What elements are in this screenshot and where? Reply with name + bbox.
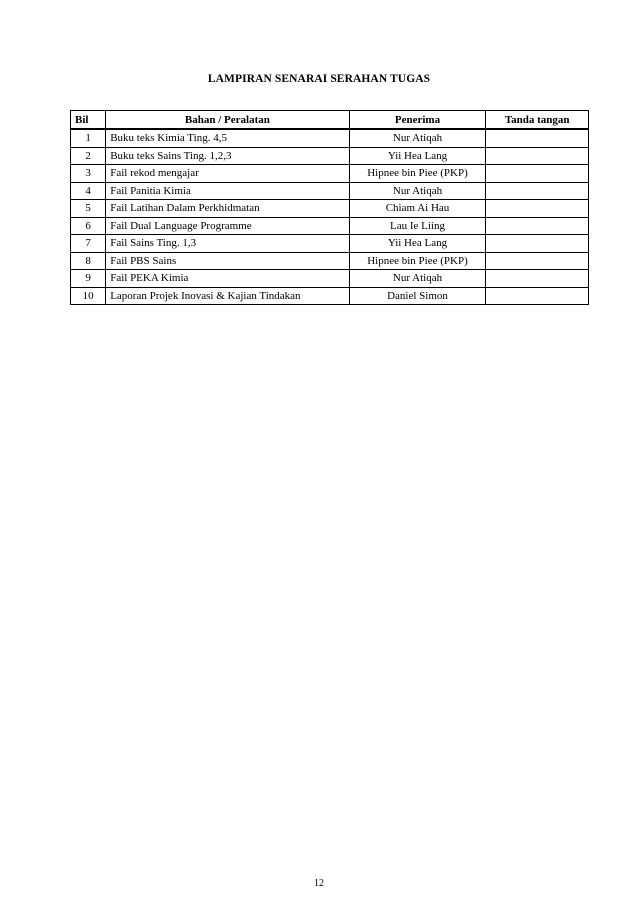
cell-bil: 4 [71, 182, 106, 200]
cell-bahan: Fail Panitia Kimia [106, 182, 349, 200]
table-header [71, 111, 589, 130]
cell-bahan: Fail PEKA Kimia [106, 270, 349, 288]
page-title: LAMPIRAN SENARAI SERAHAN TUGAS [207, 73, 431, 85]
cell-bahan: Fail PBS Sains [106, 252, 349, 270]
table-row [71, 200, 589, 218]
cell-bil: 8 [71, 252, 106, 270]
cell-bil: 2 [71, 147, 106, 165]
header-bahan: Bahan / Peralatan [106, 111, 349, 130]
cell-bahan: Laporan Projek Inovasi & Kajian Tindakan [106, 287, 349, 305]
table-row [71, 147, 589, 165]
cell-penerima: Yii Hea Lang [349, 235, 486, 253]
cell-tanda-tangan [486, 165, 589, 183]
cell-penerima: Hipnee bin Piee (PKP) [349, 252, 486, 270]
header-penerima: Penerima [349, 111, 486, 130]
cell-bil: 3 [71, 165, 106, 183]
cell-tanda-tangan [486, 270, 589, 288]
table-body [71, 129, 589, 305]
cell-tanda-tangan [486, 252, 589, 270]
cell-bahan: Fail Sains Ting. 1,3 [106, 235, 349, 253]
table-row [71, 129, 589, 147]
cell-penerima: Nur Atiqah [349, 182, 486, 200]
cell-penerima: Yii Hea Lang [349, 147, 486, 165]
table-row [71, 252, 589, 270]
cell-penerima: Chiam Ai Hau [349, 200, 486, 218]
table-row [71, 182, 589, 200]
cell-tanda-tangan [486, 147, 589, 165]
cell-bahan: Fail Latihan Dalam Perkhidmatan [106, 200, 349, 218]
cell-penerima: Hipnee bin Piee (PKP) [349, 165, 486, 183]
header-tanda-tangan: Tanda tangan [486, 111, 589, 130]
table-row [71, 287, 589, 305]
cell-bil: 10 [71, 287, 106, 305]
cell-bahan: Fail Dual Language Programme [106, 217, 349, 235]
cell-tanda-tangan [486, 129, 589, 147]
cell-tanda-tangan [486, 200, 589, 218]
cell-tanda-tangan [486, 182, 589, 200]
cell-bahan: Buku teks Sains Ting. 1,2,3 [106, 147, 349, 165]
cell-bil: 1 [71, 129, 106, 147]
cell-penerima: Nur Atiqah [349, 270, 486, 288]
cell-bil: 9 [71, 270, 106, 288]
handover-table [70, 110, 589, 305]
cell-tanda-tangan [486, 217, 589, 235]
cell-penerima: Daniel Simon [349, 287, 486, 305]
cell-penerima: Lau Ie Liing [349, 217, 486, 235]
cell-tanda-tangan [486, 235, 589, 253]
table-row [71, 235, 589, 253]
cell-tanda-tangan [486, 287, 589, 305]
cell-bahan: Buku teks Kimia Ting. 4,5 [106, 129, 349, 147]
table-row [71, 165, 589, 183]
cell-penerima: Nur Atiqah [349, 129, 486, 147]
table-row [71, 270, 589, 288]
table-row [71, 217, 589, 235]
cell-bil: 6 [71, 217, 106, 235]
header-bil: Bil [71, 111, 106, 130]
header-row [71, 111, 589, 130]
cell-bil: 5 [71, 200, 106, 218]
cell-bahan: Fail rekod mengajar [106, 165, 349, 183]
cell-bil: 7 [71, 235, 106, 253]
page-number: 12 [314, 878, 324, 889]
